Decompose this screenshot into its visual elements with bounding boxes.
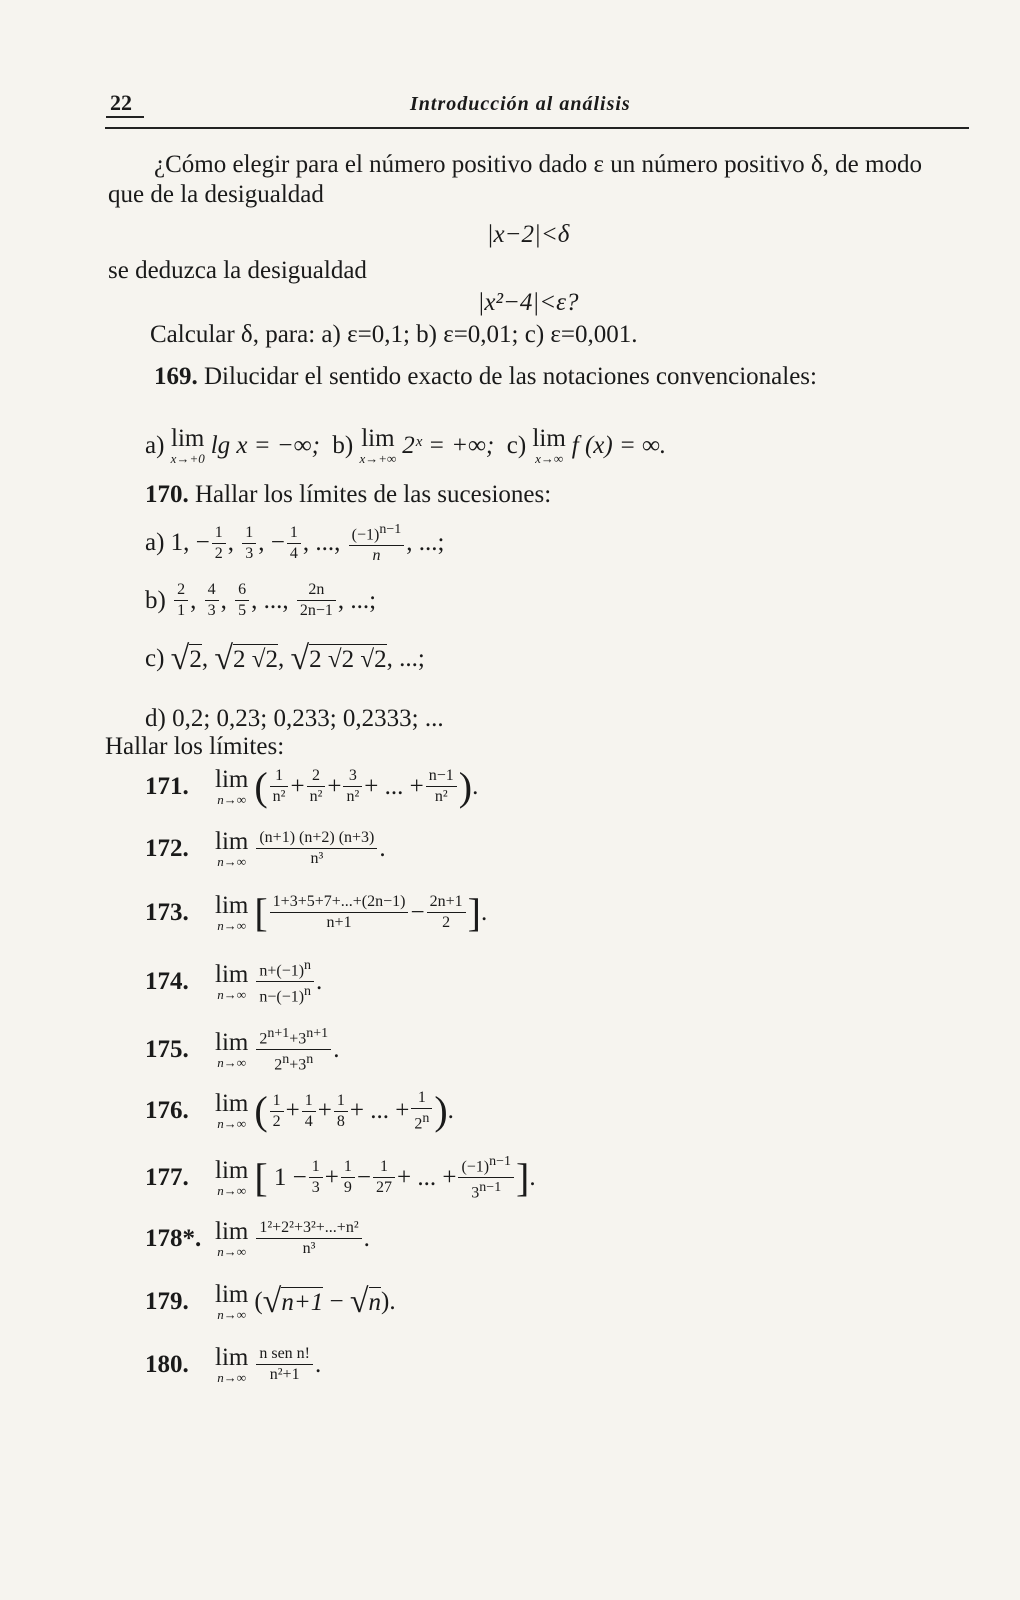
problem-179: 179. lim n→∞ ( √ n+1 − √ n ). bbox=[145, 1281, 396, 1322]
item-label: c) bbox=[506, 432, 527, 459]
sequence-a: a) 1, − $\frac{1}{2}$ , $\frac{1}{3}$ , − $\frac{1}{4}$ , ..., $\frac{(-1)^{n-1}}{n}$ , ...; bbox=[145, 522, 445, 565]
header-rule bbox=[105, 127, 969, 129]
problem-174: 174. lim n→∞ $\frac{n+(-1)^n}{n-(-1)^n}$ . bbox=[145, 958, 323, 1006]
page-number-underline bbox=[106, 116, 144, 118]
calc-delta: Calcular δ, para: a) ε=0,1; b) ε=0,01; c) ε=0,001. bbox=[150, 321, 638, 348]
lim-operator: lim x→+∞ bbox=[359, 425, 397, 466]
sequence-b: b) $\frac{2}{1}$ , $\frac{4}{3}$ , $\frac{6}{5}$ , ..., $\frac{2n}{2n-1}$ , ...; bbox=[145, 581, 377, 619]
intro-continuation: se deduzca la desigualdad bbox=[108, 257, 367, 284]
sequence-d: d) 0,2; 0,23; 0,233; 0,2333; ... bbox=[145, 705, 444, 732]
problem-178: 178*. lim n→∞ $\frac{\text{1²+2²+3²+...+n²}}{\text{n³}}$ . bbox=[145, 1217, 370, 1259]
problem-180: 180. lim n→∞ $\frac{\text{n sen n!}}{\text{n²+1}}$ . bbox=[145, 1343, 322, 1385]
problem-176: 176. lim n→∞ ( $\frac{1}{2}$ + $\frac{1}{4}$ + $\frac{1}{8}$ + ... + $\frac{1}{2^n}$ ) . bbox=[145, 1088, 454, 1134]
item-expr: f (x) = ∞. bbox=[571, 432, 667, 459]
lim-operator: lim x→+0 bbox=[170, 425, 205, 466]
problem-175: 175. lim n→∞ $\frac{2^{n+1}+3^{n+1}}{2^n+3^n}$ . bbox=[145, 1026, 340, 1074]
problem-171: 171. lim n→∞ ( $\frac{1}{\text{n²}}$ + $\frac{2}{\text{n²}}$ + $\frac{3}{\text{n²}}$ + ... + $\frac{n-1}{\text{n²}}$ ) . bbox=[145, 763, 479, 809]
item-label: b) bbox=[332, 432, 354, 459]
item-expr: 2ˣ = +∞; bbox=[402, 432, 495, 459]
problem-172: 172. lim n→∞ $\frac{(n+1) (n+2) (n+3)}{\text{n³}}$ . bbox=[145, 827, 386, 869]
problem-number: 169. bbox=[154, 363, 198, 390]
hallar-heading: Hallar los límites: bbox=[105, 733, 285, 760]
problem-number: 170. bbox=[145, 481, 189, 508]
item-label: a) bbox=[145, 432, 165, 459]
problem-169-items bbox=[145, 426, 666, 466]
intro-question: ¿Cómo elegir para el número positivo dado ε un número positivo δ, de modo que de la desigualdad bbox=[108, 151, 922, 208]
problem-169 bbox=[108, 362, 948, 392]
problem-text: Hallar los límites de las sucesiones: bbox=[195, 481, 552, 508]
lim-operator: lim x→∞ bbox=[532, 425, 566, 466]
page-number: 22 bbox=[110, 90, 132, 115]
inequality-delta: |x−2|<δ bbox=[486, 221, 570, 248]
running-title: Introducción al análisis bbox=[410, 93, 631, 115]
item-expr: lg x = −∞; bbox=[210, 432, 320, 459]
inequality-epsilon: |x²−4|<ε? bbox=[477, 289, 579, 316]
problem-170 bbox=[145, 482, 551, 507]
problem-text: Dilucidar el sentido exacto de las notaciones convencionales: bbox=[204, 363, 817, 390]
problem-173: 173. lim n→∞ [ $\frac{1+3+5+7+...+(2n-1)}{n+1}$ − $\frac{2n+1}{2}$ ] . bbox=[145, 889, 488, 935]
problem-177: 177. lim n→∞ [ 1 − $\frac{1}{3}$ + $\frac{1}{9}$ − $\frac{1}{27}$ + ... + $\frac{(-1)^{n-1}}{3^{n-1}}$ ] . bbox=[145, 1154, 536, 1202]
sequence-c: c) √ 2 , √ 2 √2 , √ 2 √2 √2 , ...; bbox=[145, 640, 425, 677]
